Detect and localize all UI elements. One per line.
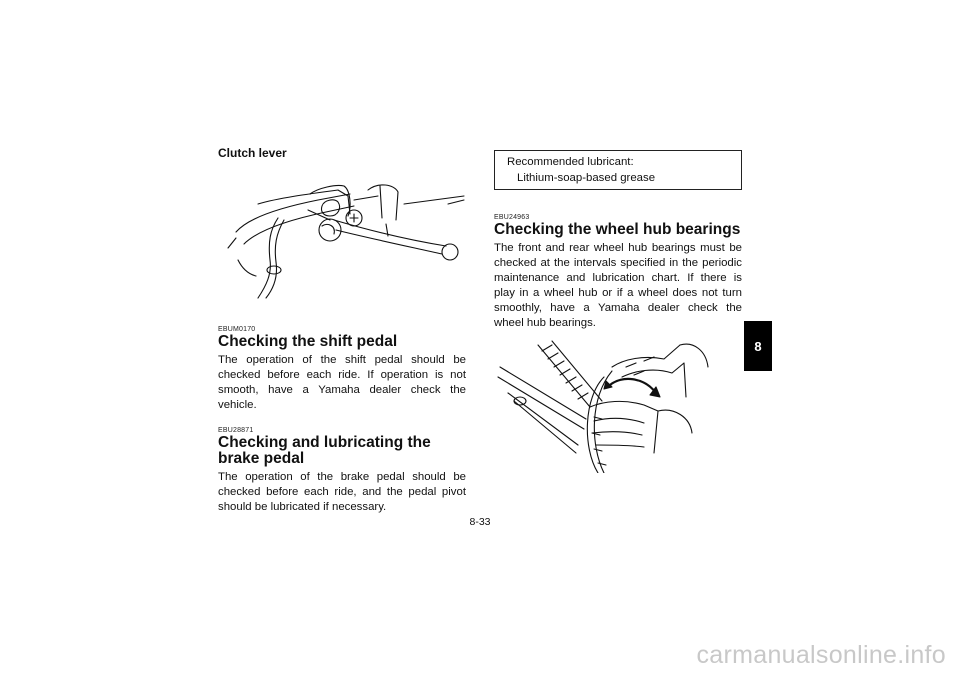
section-body-wheel-hub: The front and rear wheel hub bearings must be checked at the intervals specified in the periodic maintenance and lubrication chart. If there is play in a wheel hub or if a wheel does not turn smoothly, have a Yamaha dealer check the wheel hub bearings. <box>494 242 742 329</box>
section-heading-wheel-hub: Checking the wheel hub bearings <box>494 221 741 238</box>
page-number: 8-33 <box>469 516 491 528</box>
right-column <box>494 150 742 473</box>
left-column <box>218 146 466 515</box>
section-heading-shift-pedal: Checking the shift pedal <box>218 333 398 350</box>
chapter-tab: 8 <box>744 321 772 371</box>
lubricant-value: Lithium-soap-based grease <box>517 172 656 184</box>
watermark: carmanualsonline.info <box>696 641 946 669</box>
section-code: EBUM0170 <box>218 326 256 333</box>
section-body-shift-pedal: The operation of the shift pedal should be checked before each ride. If operation is not smooth, have a Yamaha dealer check the vehicle. <box>218 354 466 411</box>
lubricant-note-box <box>494 150 742 190</box>
section-code: EBU24963 <box>494 214 530 221</box>
section-heading-brake-pedal: Checking and lubricating the brake pedal <box>218 434 431 467</box>
section-body-brake-pedal: The operation of the brake pedal should be checked before each ride, and the pedal pivot should be lubricated if necessary. <box>218 471 466 513</box>
clutch-lever-illustration <box>218 160 466 300</box>
section-code: EBU28871 <box>218 427 254 434</box>
lubricant-label: Recommended lubricant: <box>507 156 634 168</box>
wheel-hub-check-illustration <box>494 337 742 473</box>
figure-title: Clutch lever <box>218 146 287 160</box>
